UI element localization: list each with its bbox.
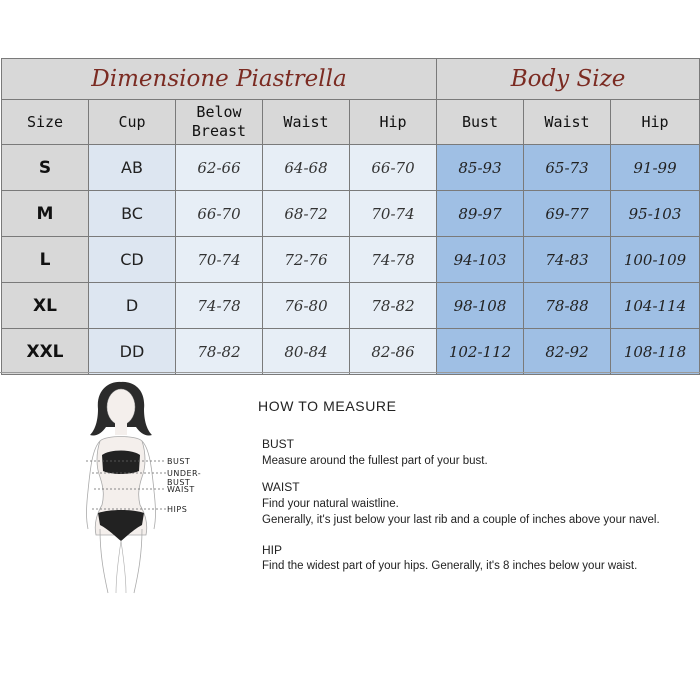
hip-instruction: Find the widest part of your hips. Generally, it's 8 inches below your waist. bbox=[262, 560, 638, 572]
table-cell: 65-73 bbox=[524, 145, 611, 191]
table-row bbox=[2, 329, 700, 375]
table-cell: 85-93 bbox=[437, 145, 524, 191]
bust-section-title: BUST bbox=[262, 437, 295, 451]
how-to-measure-section bbox=[0, 372, 700, 599]
column-header: Cup bbox=[89, 100, 176, 145]
waist-label: WAIST bbox=[167, 485, 195, 494]
table-cell: 95-103 bbox=[611, 191, 700, 237]
body-outline-illustration bbox=[66, 379, 176, 595]
table-cell: S bbox=[2, 145, 89, 191]
table-cell: 91-99 bbox=[611, 145, 700, 191]
table-cell: 78-82 bbox=[176, 329, 263, 375]
table-cell: D bbox=[89, 283, 176, 329]
table-cell: L bbox=[2, 237, 89, 283]
size-chart bbox=[1, 58, 699, 375]
left-table-title bbox=[2, 59, 437, 100]
bust-label: BUST bbox=[167, 457, 191, 466]
table-cell: 82-86 bbox=[350, 329, 437, 375]
column-header: Size bbox=[2, 100, 89, 145]
how-to-measure-heading: HOW TO MEASURE bbox=[258, 398, 397, 414]
table-cell: XXL bbox=[2, 329, 89, 375]
table-row bbox=[2, 191, 700, 237]
table-cell: 100-109 bbox=[611, 237, 700, 283]
table-cell: 78-88 bbox=[524, 283, 611, 329]
table-cell: 66-70 bbox=[350, 145, 437, 191]
table-cell: 66-70 bbox=[176, 191, 263, 237]
table-cell: 94-103 bbox=[437, 237, 524, 283]
column-header: Hip bbox=[611, 100, 700, 145]
table-row bbox=[2, 145, 700, 191]
column-header: Waist bbox=[263, 100, 350, 145]
right-table-title bbox=[437, 59, 700, 100]
body-figure bbox=[66, 379, 202, 595]
under-bust-label: UNDER-BUST bbox=[167, 469, 202, 487]
table-cell: 68-72 bbox=[263, 191, 350, 237]
table-cell: 72-76 bbox=[263, 237, 350, 283]
size-table bbox=[1, 58, 700, 375]
table-cell: M bbox=[2, 191, 89, 237]
table-cell: 102-112 bbox=[437, 329, 524, 375]
table-cell: AB bbox=[89, 145, 176, 191]
table-cell: 74-83 bbox=[524, 237, 611, 283]
table-cell: DD bbox=[89, 329, 176, 375]
column-header: Waist bbox=[524, 100, 611, 145]
table-cell: CD bbox=[89, 237, 176, 283]
column-header: Below Breast bbox=[176, 100, 263, 145]
table-cell: 108-118 bbox=[611, 329, 700, 375]
column-header: Hip bbox=[350, 100, 437, 145]
table-row bbox=[2, 237, 700, 283]
table-cell: BC bbox=[89, 191, 176, 237]
table-cell: 64-68 bbox=[263, 145, 350, 191]
table-cell: 98-108 bbox=[437, 283, 524, 329]
waist-instruction-1: Find your natural waistline. bbox=[262, 498, 399, 510]
waist-section-title: WAIST bbox=[262, 480, 300, 494]
waist-instruction-2: Generally, it's just below your last rib and a couple of inches above your navel. bbox=[262, 514, 660, 526]
table-cell: 104-114 bbox=[611, 283, 700, 329]
column-header: Bust bbox=[437, 100, 524, 145]
right-title-text: Body Size bbox=[510, 66, 626, 92]
table-cell: 62-66 bbox=[176, 145, 263, 191]
hip-section-title: HIP bbox=[262, 543, 283, 557]
table-cell: 69-77 bbox=[524, 191, 611, 237]
bust-instruction: Measure around the fullest part of your bust. bbox=[262, 455, 488, 467]
left-title-text: Dimensione Piastrella bbox=[91, 66, 347, 92]
table-cell: 80-84 bbox=[263, 329, 350, 375]
table-cell: 76-80 bbox=[263, 283, 350, 329]
table-cell: 74-78 bbox=[176, 283, 263, 329]
table-cell: 70-74 bbox=[350, 191, 437, 237]
table-cell: 74-78 bbox=[350, 237, 437, 283]
table-cell: XL bbox=[2, 283, 89, 329]
table-cell: 89-97 bbox=[437, 191, 524, 237]
table-row bbox=[2, 283, 700, 329]
hips-label: HIPS bbox=[167, 505, 188, 514]
table-cell: 82-92 bbox=[524, 329, 611, 375]
table-cell: 70-74 bbox=[176, 237, 263, 283]
table-cell: 78-82 bbox=[350, 283, 437, 329]
